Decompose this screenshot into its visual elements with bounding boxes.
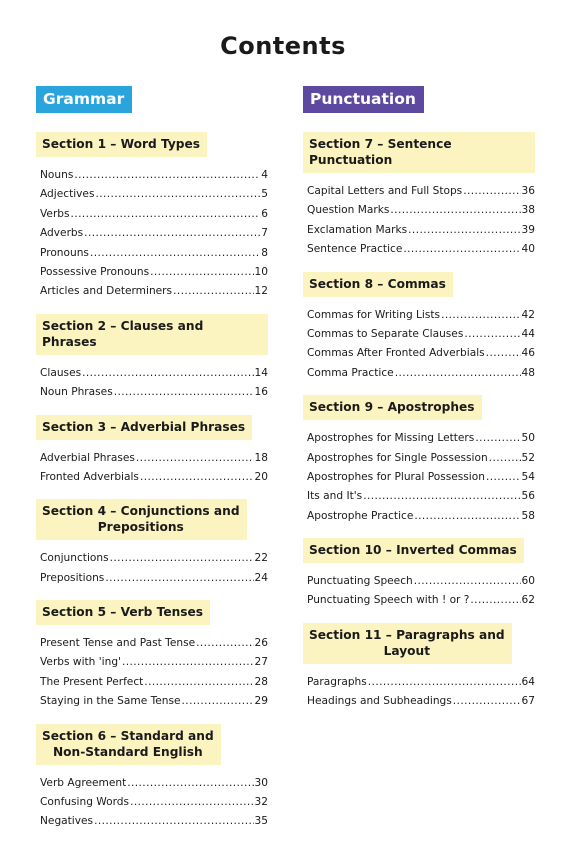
entry-label: Confusing Words: [40, 796, 130, 809]
entry-label: Its and It's: [307, 490, 363, 503]
toc-entry[interactable]: [303, 468, 535, 487]
toc-section: [303, 272, 535, 396]
entry-page-number: 16: [254, 386, 268, 399]
dot-leader: [130, 793, 253, 812]
entry-label: Verb Agreement: [40, 776, 127, 789]
punctuation-column: [303, 86, 535, 724]
dot-leader: [144, 673, 253, 692]
entry-label: Noun Phrases: [40, 386, 113, 399]
dot-leader: [414, 507, 520, 526]
punctuation-heading: Punctuation: [303, 86, 424, 113]
section-title-line1: Section 11 – Paragraphs and: [309, 627, 505, 642]
entry-page-number: 64: [521, 675, 535, 688]
entry-label: Punctuating Speech: [307, 575, 413, 588]
entry-page-number: 46: [521, 347, 535, 360]
toc-entry[interactable]: [36, 793, 268, 812]
toc-entry[interactable]: [303, 429, 535, 448]
section-title: [303, 623, 512, 664]
section-title: Section 2 – Clauses and Phrases: [36, 314, 268, 355]
toc-section: [36, 600, 268, 724]
entry-page-number: 12: [254, 285, 268, 298]
entry-page-number: 14: [254, 366, 268, 379]
toc-entry[interactable]: [303, 487, 535, 506]
toc-entry[interactable]: [303, 182, 535, 201]
entry-label: Verbs: [40, 207, 70, 220]
section-title: Section 8 – Commas: [303, 272, 453, 297]
entry-page-number: 24: [254, 571, 268, 584]
dot-leader: [122, 653, 254, 672]
entry-page-number: 52: [521, 451, 535, 464]
toc-entry[interactable]: [36, 569, 268, 588]
entry-page-number: 67: [521, 695, 535, 708]
entry-label: Apostrophes for Missing Letters: [307, 432, 475, 445]
toc-entry[interactable]: [36, 282, 268, 301]
entry-label: Exclamation Marks: [307, 223, 408, 236]
toc-entry[interactable]: [303, 449, 535, 468]
dot-leader: [114, 383, 254, 402]
section-title: [36, 499, 247, 540]
dot-leader: [140, 468, 254, 487]
entry-page-number: 28: [254, 675, 268, 688]
entry-page-number: 8: [261, 246, 268, 259]
entry-page-number: 42: [521, 308, 535, 321]
toc-entry[interactable]: [36, 692, 268, 711]
toc-entry[interactable]: [36, 812, 268, 831]
dot-leader: [414, 572, 521, 591]
entry-page-number: 62: [521, 594, 535, 607]
entry-page-number: 39: [521, 223, 535, 236]
toc-entry[interactable]: [303, 240, 535, 259]
entry-label: Capital Letters and Full Stops: [307, 185, 463, 197]
dot-leader: [82, 364, 253, 383]
entry-label: Apostrophes for Plural Possession: [307, 470, 485, 483]
dot-leader: [486, 468, 521, 487]
toc-entry[interactable]: [36, 673, 268, 692]
toc-section: [36, 415, 268, 500]
section-title-line1: Section 6 – Standard and: [42, 728, 214, 743]
toc-section: [36, 314, 268, 415]
toc-entry[interactable]: [36, 364, 268, 383]
entry-page-number: 4: [261, 169, 268, 181]
section-title: Section 9 – Apostrophes: [303, 395, 482, 420]
dot-leader: [489, 449, 521, 468]
toc-section: [36, 499, 268, 600]
toc-section: [303, 132, 535, 272]
entry-label: Nouns: [40, 169, 74, 181]
toc-entry[interactable]: [36, 224, 268, 243]
entry-label: Adjectives: [40, 188, 95, 201]
entry-page-number: 18: [254, 451, 268, 464]
section-title-line1: Section 4 – Conjunctions and: [42, 504, 240, 519]
toc-entry[interactable]: [303, 364, 535, 383]
entry-page-number: 26: [254, 637, 268, 650]
section-title: [36, 724, 221, 765]
entry-label: Pronouns: [40, 246, 89, 259]
dot-leader: [475, 429, 520, 448]
section-title: Section 1 – Word Types: [36, 132, 207, 157]
section-title-line2: Non-Standard English: [52, 744, 203, 759]
toc-entry[interactable]: [303, 344, 535, 363]
entry-page-number: 29: [254, 695, 268, 708]
entry-label: Staying in the Same Tense: [40, 695, 181, 708]
toc-entry[interactable]: [303, 591, 535, 610]
entry-label: Sentence Practice: [307, 243, 403, 256]
toc-entry[interactable]: [36, 468, 268, 487]
entry-label: Commas to Separate Clauses: [307, 327, 464, 340]
grammar-column: [36, 86, 268, 844]
toc-section: [303, 395, 535, 538]
dot-leader: [127, 774, 253, 793]
section-title: Section 7 – Sentence Punctuation: [303, 132, 535, 173]
entry-label: The Present Perfect: [40, 675, 144, 688]
entry-label: Verbs with 'ing': [40, 656, 121, 669]
toc-entry[interactable]: [36, 263, 268, 282]
entry-label: Adverbs: [40, 227, 84, 240]
dot-leader: [196, 634, 253, 653]
entry-label: Negatives: [40, 815, 94, 828]
entry-label: Apostrophes for Single Possession: [307, 451, 488, 464]
entry-label: Conjunctions: [40, 552, 109, 565]
dot-leader: [368, 673, 521, 692]
entry-page-number: 48: [521, 366, 535, 379]
dot-leader: [363, 487, 520, 506]
toc-entry[interactable]: [36, 774, 268, 793]
entry-label: Commas for Writing Lists: [307, 308, 441, 321]
toc-entry[interactable]: [303, 507, 535, 526]
entry-page-number: 30: [254, 776, 268, 789]
dot-leader: [84, 224, 260, 243]
toc-section: [303, 538, 535, 623]
entry-label: Clauses: [40, 366, 82, 379]
toc-section: [36, 724, 268, 844]
entry-label: Possessive Pronouns: [40, 265, 150, 278]
dot-leader: [173, 282, 253, 301]
entry-page-number: 36: [521, 185, 535, 197]
entry-page-number: 44: [521, 327, 535, 340]
entry-page-number: 35: [254, 815, 268, 828]
toc-entry[interactable]: [36, 449, 268, 468]
toc-entry[interactable]: [36, 205, 268, 224]
entry-label: Commas After Fronted Adverbials: [307, 347, 485, 360]
entry-label: Paragraphs: [307, 675, 367, 688]
toc-entry[interactable]: [36, 653, 268, 672]
entry-page-number: 50: [521, 432, 535, 445]
toc-entry[interactable]: [36, 549, 268, 568]
dot-leader: [74, 166, 260, 185]
entry-page-number: 7: [261, 227, 268, 240]
entry-page-number: 56: [521, 490, 535, 503]
dot-leader: [464, 325, 520, 344]
dot-leader: [486, 344, 521, 363]
toc-entry[interactable]: [303, 572, 535, 591]
dot-leader: [94, 812, 253, 831]
toc-entry[interactable]: [36, 185, 268, 204]
entry-page-number: 5: [261, 188, 268, 201]
entry-page-number: 60: [521, 575, 535, 588]
entry-page-number: 6: [261, 207, 268, 220]
section-title: Section 3 – Adverbial Phrases: [36, 415, 252, 440]
section-title-line2: Prepositions: [97, 520, 184, 535]
entry-label: Headings and Subheadings: [307, 695, 452, 708]
toc-entry[interactable]: [303, 221, 535, 240]
entry-page-number: 54: [521, 470, 535, 483]
section-title: Section 10 – Inverted Commas: [303, 538, 524, 563]
dot-leader: [90, 244, 260, 263]
toc-section: [36, 132, 268, 314]
entry-label: Apostrophe Practice: [307, 509, 414, 522]
toc-entry[interactable]: [36, 383, 268, 402]
section-title: Section 5 – Verb Tenses: [36, 600, 210, 625]
dot-leader: [441, 306, 520, 325]
entry-page-number: 10: [254, 265, 268, 278]
toc-entry[interactable]: [303, 673, 535, 692]
entry-label: Question Marks: [307, 204, 390, 217]
grammar-heading: Grammar: [36, 86, 132, 113]
entry-page-number: 58: [521, 509, 535, 522]
entry-label: Fronted Adverbials: [40, 470, 139, 483]
entry-label: Comma Practice: [307, 366, 394, 379]
dot-leader: [395, 364, 521, 383]
toc-entry[interactable]: [303, 201, 535, 220]
entry-page-number: 38: [521, 204, 535, 217]
dot-leader: [453, 692, 521, 711]
dot-leader: [470, 591, 520, 610]
entry-label: Prepositions: [40, 571, 105, 584]
dot-leader: [95, 185, 260, 204]
section-title-line2: Layout: [383, 643, 431, 658]
dot-leader: [110, 549, 254, 568]
toc-entry[interactable]: [36, 166, 268, 185]
toc-section: [303, 623, 535, 724]
toc-entry[interactable]: [36, 244, 268, 263]
toc-entry[interactable]: [303, 325, 535, 344]
entry-label: Present Tense and Past Tense: [40, 637, 196, 650]
dot-leader: [136, 449, 254, 468]
dot-leader: [390, 201, 520, 220]
dot-leader: [150, 263, 253, 282]
entry-label: Punctuating Speech with ! or ?: [307, 594, 470, 607]
dot-leader: [403, 240, 520, 259]
entry-page-number: 40: [521, 243, 535, 256]
entry-page-number: 22: [254, 552, 268, 565]
toc-entry[interactable]: [36, 634, 268, 653]
page-title: Contents: [220, 32, 346, 60]
entry-page-number: 27: [254, 656, 268, 669]
dot-leader: [182, 692, 254, 711]
entry-page-number: 20: [254, 470, 268, 483]
entry-label: Adverbial Phrases: [40, 451, 135, 464]
entry-label: Articles and Determiners: [40, 285, 173, 298]
dot-leader: [408, 221, 520, 240]
dot-leader: [105, 569, 253, 588]
dot-leader: [71, 205, 261, 224]
toc-entry[interactable]: [303, 306, 535, 325]
entry-page-number: 32: [254, 796, 268, 809]
toc-entry[interactable]: [303, 692, 535, 711]
dot-leader: [463, 182, 520, 201]
